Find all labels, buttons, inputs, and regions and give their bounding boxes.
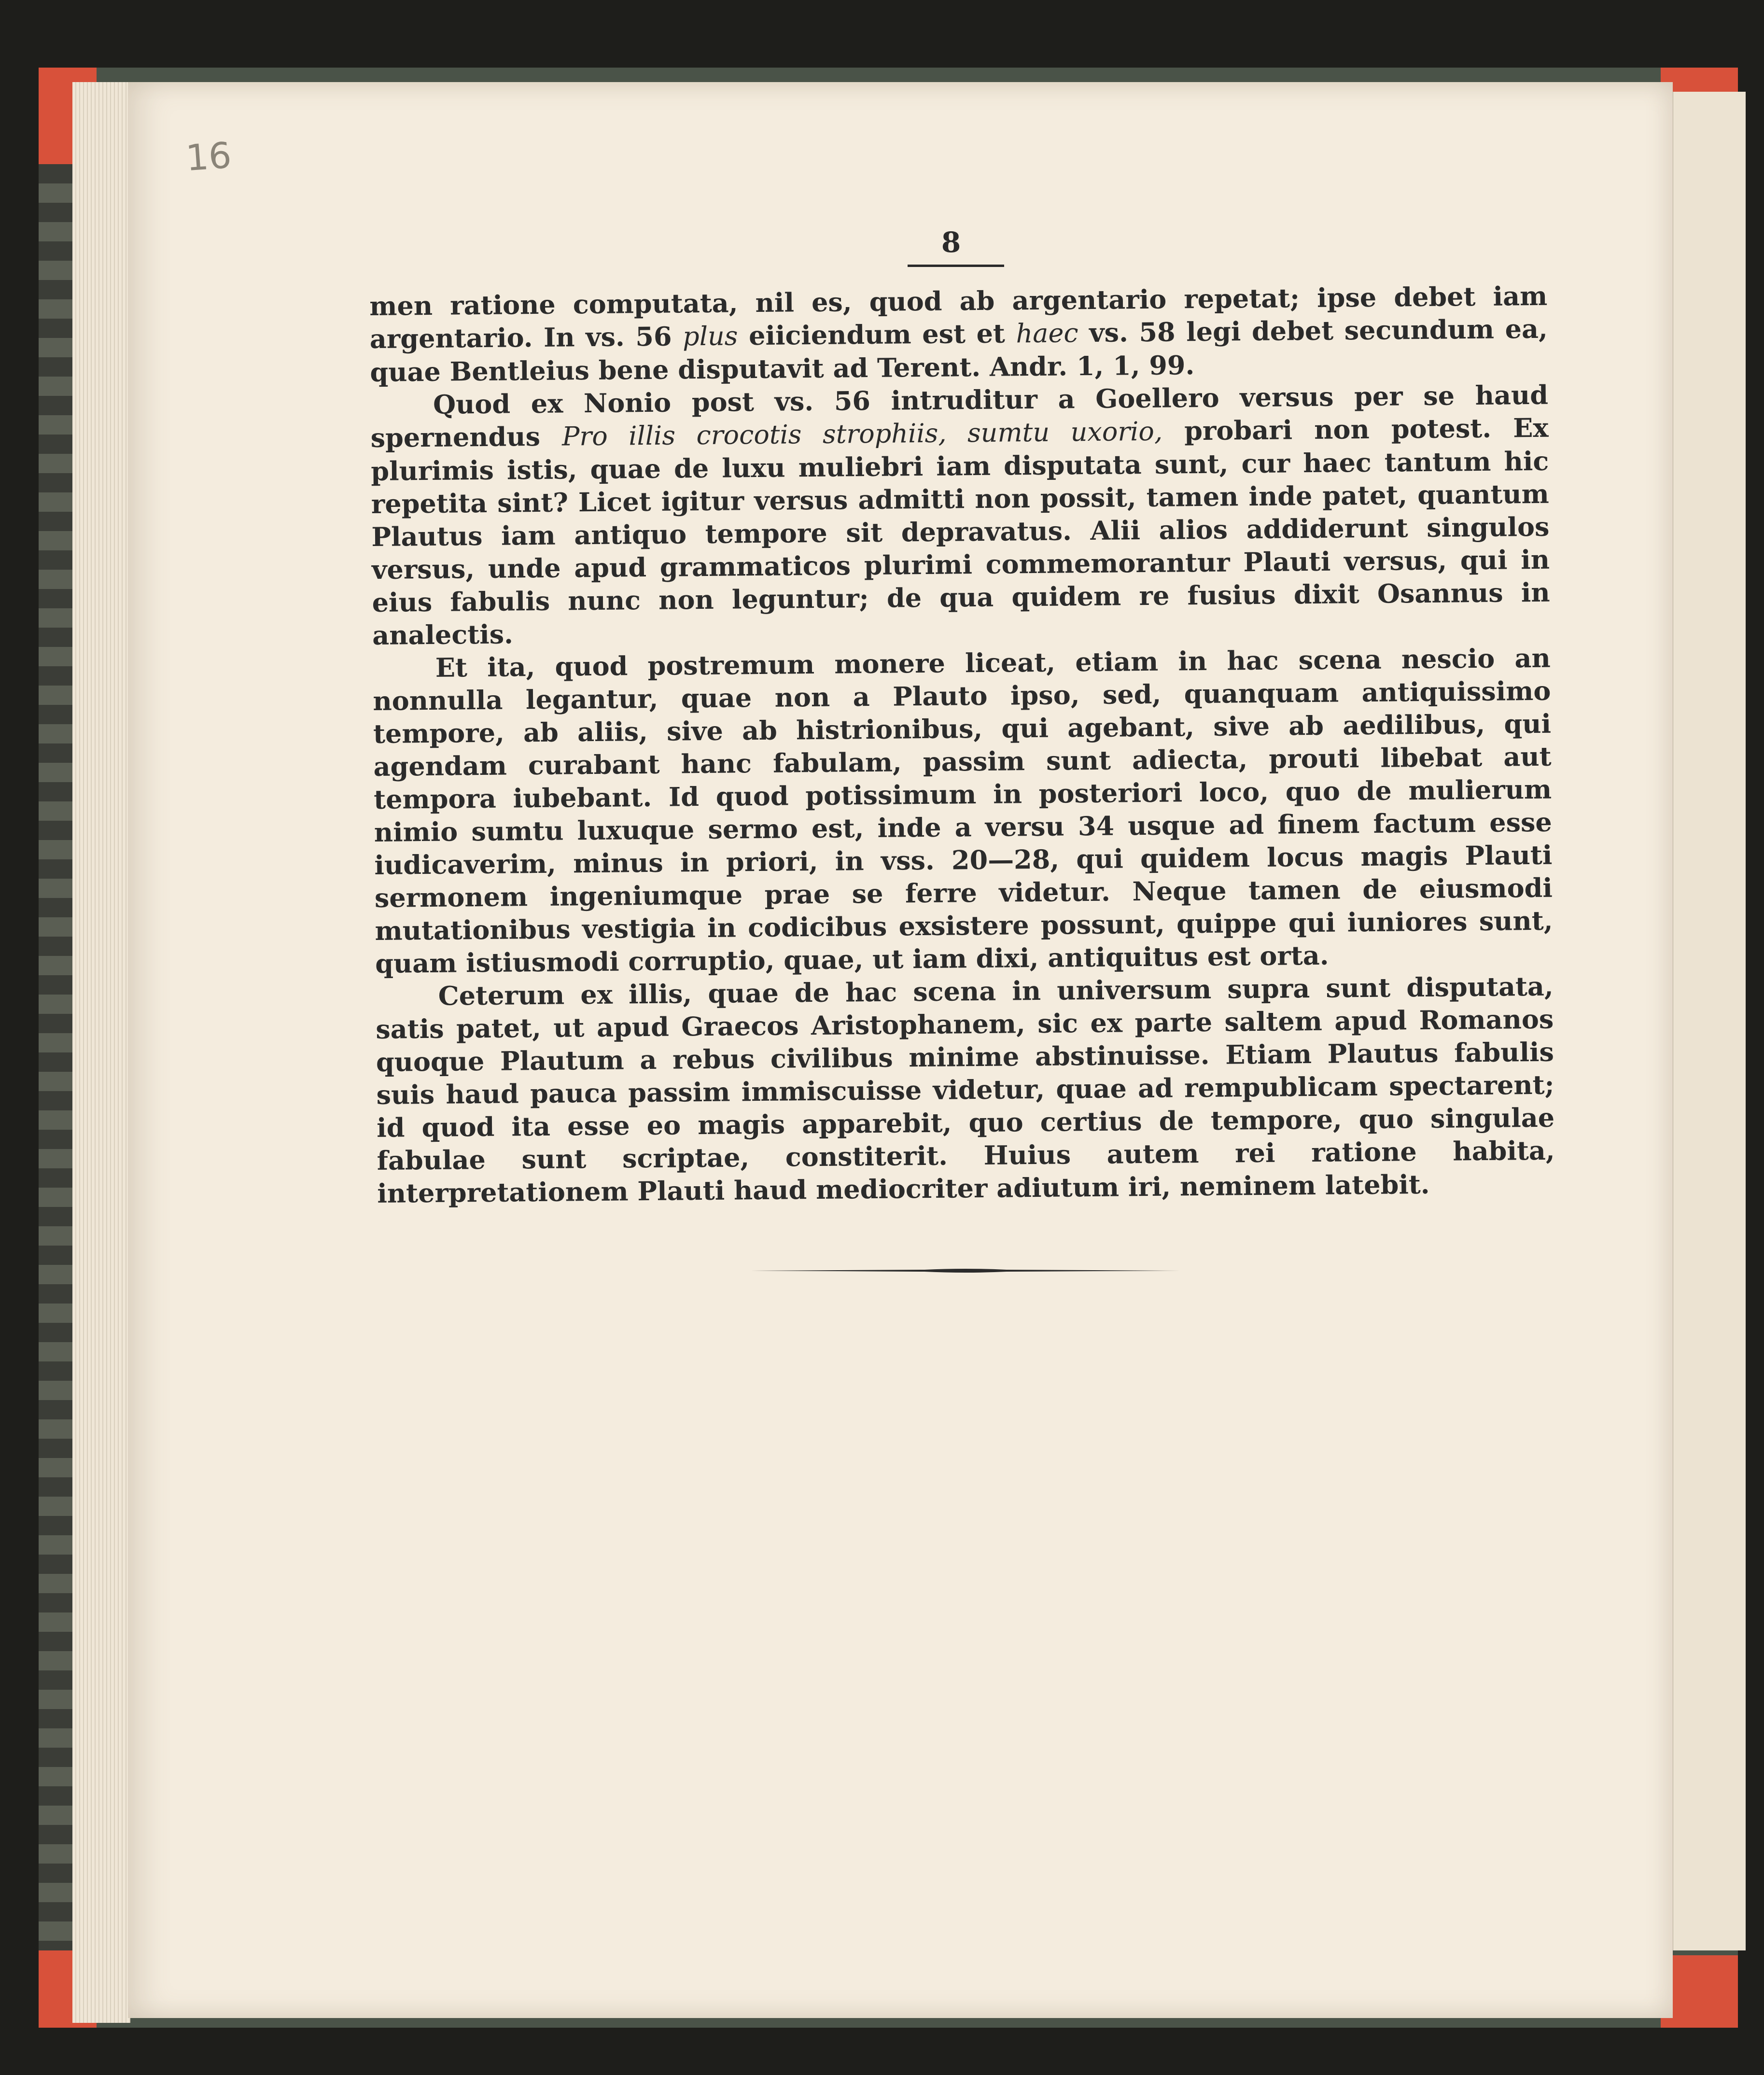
paragraph bbox=[369, 280, 1548, 389]
facing-page-edge bbox=[1670, 92, 1746, 1950]
text-run: eiiciendum est et bbox=[738, 318, 1016, 351]
body-text bbox=[369, 280, 1555, 1210]
paragraph bbox=[370, 379, 1551, 652]
paragraph bbox=[375, 970, 1555, 1210]
text-run: vs. 58 legi debet secundum ea, quae Bentleius bene disputavit ad Terent. Andr. 1, 1, 99. bbox=[370, 313, 1548, 388]
italic-text-run: Pro illis crocotis strophiis, sumtu uxorio, bbox=[561, 416, 1163, 452]
end-ornament-rule bbox=[751, 1267, 1180, 1274]
text-run: Ceterum ex illis, quae de hac scena in universum supra sunt disputata, satis patet, ut apud Graecos Aristophanem, sic ex parte saltem apud Romanos quoque Plautum a rebus civilibus minime abstinuisse. Etiam Plautus fabulis suis haud pauca passim immiscuisse videtur, quae ad rempublicam spectarent; id quod ita esse eo magis apparebit, quo certius de tempore, quo singulae fabulae sunt scriptae, constiterit. Huius autem rei ratione habita, interpretationem Plauti haud mediocriter adiutum iri, neminem latebit. bbox=[376, 970, 1555, 1209]
text-run: Et ita, quod postremum monere liceat, etiam in hac scena nescio an nonnulla legantur, quae non a Plauto ipso, sed, quanquam antiquissimo tempore, ab aliis, sive ab histrionibus, qui agebant, sive ab aedilibus, qui agendam curabant hanc fabulam, passim sunt adiecta, prouti libebat aut tempora iubebant. Id quod potissimum in posteriori loco, quo de mulierum nimio sumtu luxuque sermo est, inde a versu 34 usque ad finem factum esse iudicaverim, minus in priori, in vss. 20—28, qui quidem locus magis Plauti sermonem ingeniumque prae se ferre videtur. Neque tamen de eiusmodi mutationibus vestigia in codicibus exsistere possunt, quippe qui iuniores sunt, quam istiusmodi corruptio, quae, ut iam dixi, antiquitus est orta. bbox=[373, 642, 1553, 979]
paragraph bbox=[373, 642, 1554, 980]
page-stack-edges bbox=[72, 82, 130, 2023]
pencil-folio-mark: 16 bbox=[184, 134, 233, 180]
text-run: men ratione computata, nil es, quod ab argentario repetat; ipse debet iam argentario. In vs. 56 bbox=[369, 280, 1548, 354]
page-number-underline bbox=[908, 265, 1004, 267]
book-spine bbox=[39, 164, 77, 1950]
italic-text-run: haec bbox=[1016, 318, 1078, 349]
text-run: Quod ex Nonio post vs. 56 intruditur a Goellero versus per se haud spernendus bbox=[370, 379, 1549, 453]
italic-text-run: plus bbox=[682, 321, 738, 352]
text-run: probari non potest. Ex plurimis istis, quae de luxu muliebri iam disputata sunt, cur haec tantum hic repetita sint? Licet igitur versus admitti non possit, tamen inde patet, quantum Plautus iam antiquo tempore sit depravatus. Alii alios addiderunt singulos versus, unde apud grammaticos plurimi commemorantur Plauti versus, qui in eius fabulis nunc non leguntur; de qua quidem re fusius dixit Osannus in analectis. bbox=[371, 412, 1550, 651]
page-number: 8 bbox=[941, 226, 961, 259]
